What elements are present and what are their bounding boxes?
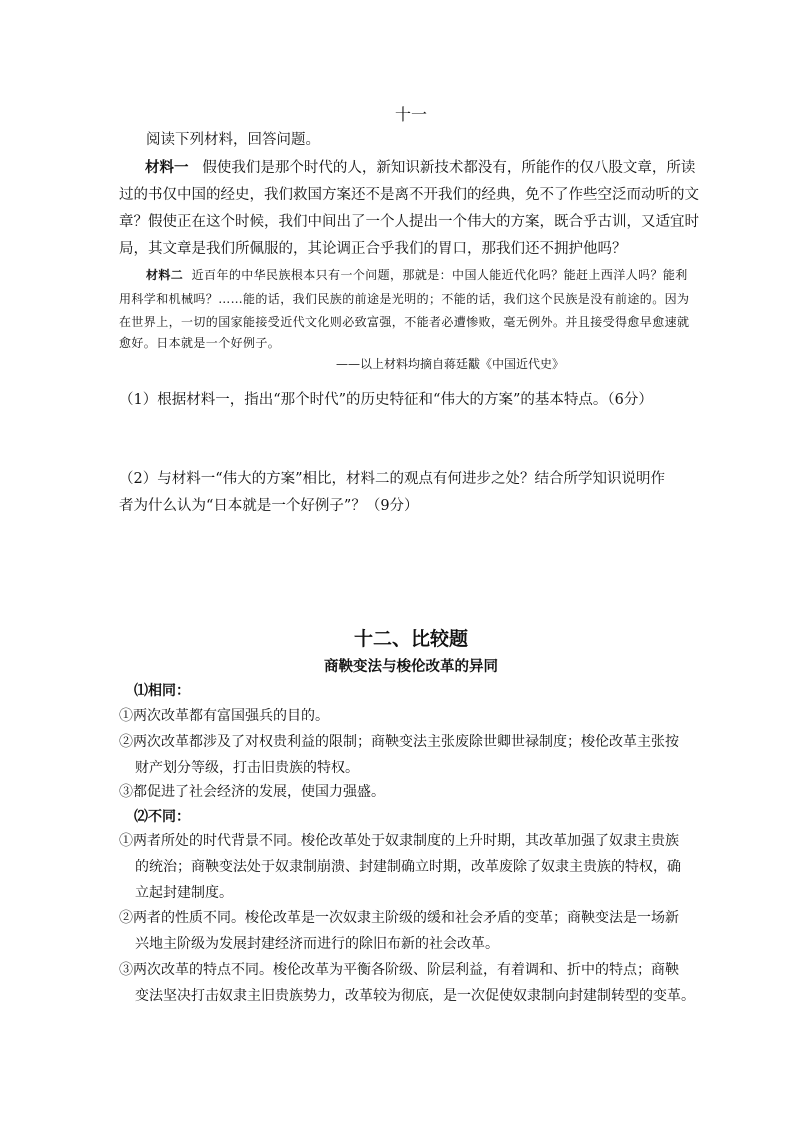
instruction-text: 阅读下列材料，回答问题。 [146,132,320,148]
material2-line: 在世界上，一切的国家能接受近代文化则必致富强，不能者必遭惨败，毫无例外。并且接受得愈早愈速就 [119,315,690,329]
question-2-line: （2）与材料一“伟大的方案”相比，材料二的观点有何进步之处？结合所学知识说明作 [119,471,666,487]
material-source: ——以上材料均摘自蒋廷黻《中国近代史》 [336,357,565,371]
section-title: 十一 [394,105,427,124]
same-item: ②两次改革都涉及了对权贵利益的限制；商鞅变法主张废除世卿世禄制度；梭伦改革主张按 [119,734,679,750]
same-item: ③都促进了社会经济的发展，使国力强盛。 [119,784,385,800]
material1-line: 过的书仅中国的经史，我们救国方案还不是离不开我们的经典，免不了作些空泛而动听的文 [119,187,699,203]
same-item: ①两次改革都有富国强兵的目的。 [119,708,329,724]
diff-item-continued: 的统治；商鞅变法处于奴隶制崩溃、封建制确立时期，改革废除了奴隶主贵族的特权，确 [135,859,681,875]
material1-text: 假使我们是那个时代的人，新知识新技术都没有，所能作的仅八股文章，所读 [202,160,696,176]
diff-item: ③两次改革的特点不同。梭伦改革为平衡各阶级、阶层利益，有着调和、折中的特点；商鞅 [119,962,679,978]
diff-item-continued: 变法坚决打击奴隶主旧贵族势力，改革较为彻底，是一次促使奴隶制向封建制转型的变革。 [135,988,695,1004]
question-1: （1）根据材料一，指出“那个时代”的历史特征和“伟大的方案”的基本特点。（6分） [119,392,653,408]
same-item-continued: 财产划分等级，打击旧贵族的特权。 [135,760,359,776]
diff-item: ①两者所处的时代背景不同。梭伦改革处于奴隶制度的上升时期，其改革加强了奴隶主贵族 [119,833,679,849]
section-title: 十二、比较题 [353,628,468,650]
material2-text: 近百年的中华民族根本只有一个问题，那就是：中国人能近代化吗？能赶上西洋人吗？能利 [191,268,688,282]
section-subtitle: 商鞅变法与梭伦改革的异同 [324,658,498,675]
material2-line: 用科学和机械吗？……能的话，我们民族的前途是光明的；不能的话，我们这个民族是没有前途的。因为 [119,292,690,306]
material1-line: 章？假使正在这个时候，我们中间出了一个人提出一个伟大的方案，既合乎古训，又适宜时 [119,214,699,230]
material2-label: 材料二 [146,268,184,282]
diff-item-continued: 兴地主阶级为发展封建经济而进行的除旧布新的社会改革。 [135,936,499,952]
material1-label: 材料一 [145,159,189,176]
material1-line [145,156,695,177]
diff-item-continued: 立起封建制度。 [135,885,233,901]
diff-item: ②两者的性质不同。梭伦改革是一次奴隶主阶级的缓和社会矛盾的变革；商鞅变法是一场新 [119,910,679,926]
same-heading: ⑴相同： [134,683,190,699]
material1-line: 局，其文章是我们所佩服的，其论调正合乎我们的胃口，那我们还不拥护他吗？ [119,241,627,257]
diff-heading: ⑵不同： [134,809,190,825]
material2-line: 愈好。日本就是一个好例子。 [119,336,281,350]
material2-line [146,266,688,283]
question-2-line: 者为什么认为“日本就是一个好例子”？（9分） [119,498,419,514]
